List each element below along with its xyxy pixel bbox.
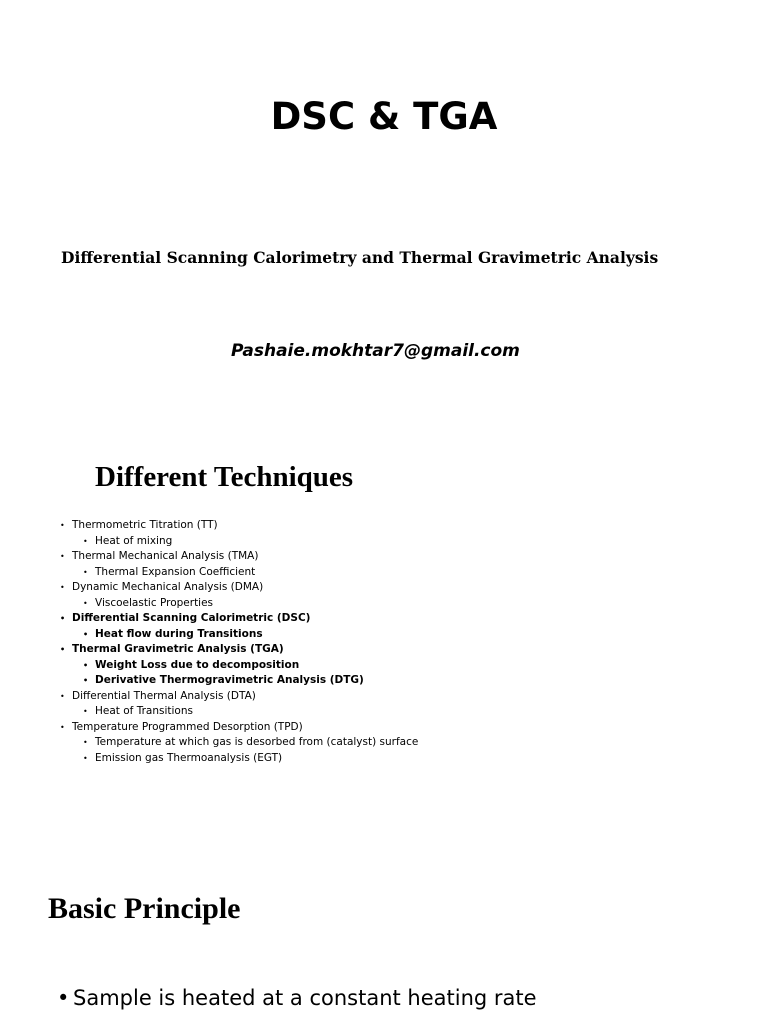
technique-detail-label: Thermal Expansion Coefficient — [95, 565, 256, 578]
technique-row — [58, 689, 418, 705]
bullet-icon: • — [83, 598, 88, 608]
techniques-list — [58, 518, 418, 766]
technique-row — [58, 518, 418, 534]
technique-row — [58, 611, 418, 627]
subtitle: Differential Scanning Calorimetry and Thermal Gravimetric Analysis — [61, 248, 659, 267]
basic-principle-heading: Basic Principle — [48, 892, 241, 925]
technique-detail-label: Heat flow during Transitions — [95, 627, 263, 640]
bullet-icon: • — [60, 722, 65, 732]
technique-row — [58, 549, 418, 565]
technique-label: Differential Thermal Analysis (DTA) — [72, 689, 256, 702]
technique-item — [58, 580, 418, 611]
bullet-icon: • — [60, 521, 65, 530]
basic-principle-point — [57, 984, 537, 1012]
technique-item — [58, 549, 418, 580]
technique-detail-label: Weight Loss due to decomposition — [95, 658, 300, 671]
techniques-heading: Different Techniques — [95, 461, 354, 493]
technique-item — [58, 689, 418, 720]
bullet-icon: • — [83, 676, 89, 685]
technique-label: Thermal Gravimetric Analysis (TGA) — [72, 643, 284, 655]
bullet-icon: • — [83, 753, 88, 763]
technique-item — [58, 518, 418, 549]
bullet-icon: • — [60, 552, 65, 561]
bullet-icon: • — [60, 645, 66, 654]
bullet-icon: • — [60, 583, 65, 592]
technique-detail-row — [58, 704, 418, 720]
bullet-icon: • — [83, 567, 88, 577]
technique-detail-label: Heat of Transitions — [95, 705, 193, 717]
bullet-icon: • — [83, 738, 88, 747]
technique-row — [58, 642, 418, 658]
technique-label: Thermal Mechanical Analysis (TMA) — [72, 550, 259, 562]
technique-label: Thermometric Titration (TT) — [72, 519, 218, 531]
bullet-icon: • — [83, 660, 89, 670]
bullet-icon: • — [83, 629, 89, 639]
technique-detail-row — [58, 673, 418, 689]
technique-row — [58, 580, 418, 596]
technique-detail-row — [58, 565, 418, 581]
technique-detail-row — [58, 627, 418, 643]
technique-item — [58, 611, 418, 642]
technique-label: Differential Scanning Calorimetric (DSC) — [72, 612, 311, 624]
technique-detail-label: Temperature at which gas is desorbed from (catalyst) surface — [95, 736, 419, 748]
bullet-icon: • — [83, 707, 88, 716]
bullet-icon: • — [60, 614, 66, 623]
technique-label: Temperature Programmed Desorption (TPD) — [72, 720, 303, 733]
page-title: DSC & TGA — [270, 95, 498, 138]
technique-label: Dynamic Mechanical Analysis (DMA) — [72, 581, 264, 593]
bullet-icon: • — [83, 536, 88, 546]
technique-detail-label: Emission gas Thermoanalysis (EGT) — [95, 751, 283, 764]
bullet-icon: • — [60, 691, 65, 701]
technique-detail-label: Viscoelastic Properties — [95, 596, 214, 609]
technique-detail-row — [58, 534, 418, 550]
technique-detail-row — [58, 658, 418, 674]
point-text: Sample is heated at a constant heating rate — [73, 986, 537, 1010]
technique-detail-row — [58, 735, 418, 751]
author-email: Pashaie.mokhtar7@gmail.com — [231, 341, 520, 361]
technique-detail-row — [58, 596, 418, 612]
technique-detail-row — [58, 751, 418, 767]
technique-item — [58, 720, 418, 767]
bullet-icon: • — [57, 986, 70, 1010]
technique-item — [58, 642, 418, 689]
technique-detail-label: Derivative Thermogravimetric Analysis (DTG) — [95, 674, 364, 686]
technique-detail-label: Heat of mixing — [95, 534, 173, 547]
technique-row — [58, 720, 418, 736]
